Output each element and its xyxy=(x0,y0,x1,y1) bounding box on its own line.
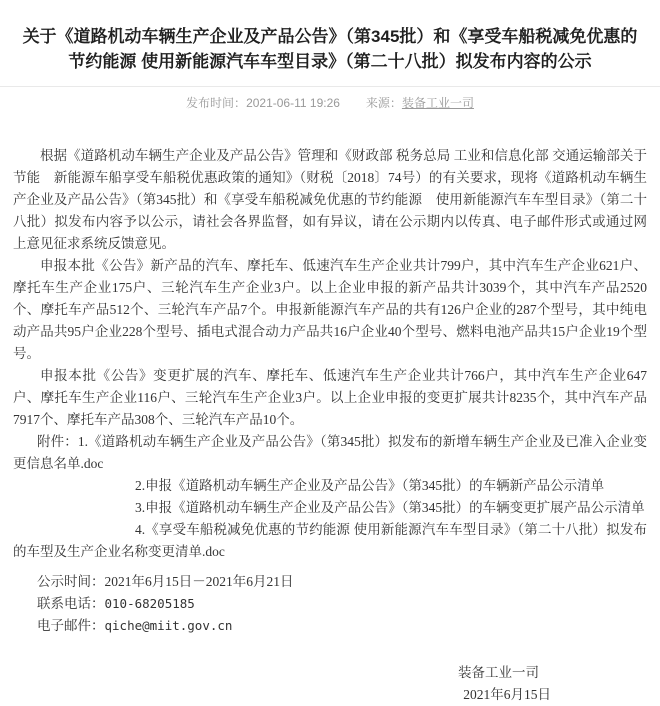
attachments-section xyxy=(13,431,647,563)
page-title xyxy=(0,11,660,74)
meta-bar xyxy=(0,95,660,112)
page-title-line-1: 关于《道路机动车辆生产企业及产品公告》（第345批）和《享受车船税减免优惠的 xyxy=(22,27,638,47)
publicity-period-label: 公示时间： xyxy=(37,573,105,589)
signature-date: 2021年6月15日 xyxy=(463,686,551,702)
contact-email-label: 电子邮件： xyxy=(37,617,105,633)
page-title-line-2: 节约能源 使用新能源汽车车型目录》（第二十八批）拟发布内容的公示 xyxy=(68,52,592,72)
attachment-item-3[interactable]: 3.申报《道路机动车辆生产企业及产品公告》（第345批）的车辆变更扩展产品公示清单 xyxy=(135,499,645,515)
article-body xyxy=(0,145,660,706)
contact-email-value: qiche@miit.gov.cn xyxy=(104,617,233,633)
paragraph-intro: 根据《道路机动车辆生产企业及产品公告》管理和《财政部 税务总局 工业和信息化部 交通运输部关于节能 新能源车船享受车船税优惠政策的通知》（财税〔2018〕74号）的有关要求，现将《道路机动车辆生产企业及产品公告》（第345批）和《享受车船税减免优惠的节约能源 使用新能源汽车车型目录》（第二十八批）拟发布内容予以公示，请社会各界监督，如有异议，请在公示期内以传真、电子邮件形式或通过网上意见征求系统反馈意见。 xyxy=(13,147,647,251)
publish-time-label: 发布时间： xyxy=(186,95,247,110)
attachment-line xyxy=(13,475,647,497)
source-label: 来源： xyxy=(365,95,402,110)
signature-department: 装备工业一司 xyxy=(458,664,539,680)
contact-phone-label: 联系电话： xyxy=(37,595,105,611)
contact-phone xyxy=(13,593,647,615)
title-divider xyxy=(0,86,660,87)
paragraph-changed-products: 申报本批《公告》变更扩展的汽车、摩托车、低速汽车生产企业共计766户，其中汽车生产企业647户、摩托车生产企业116户、三轮汽车生产企业3户。以上企业申报的变更扩展共计8235个，其中汽车产品7917个、摩托车产品308个、三轮汽车产品10个。 xyxy=(13,367,647,427)
publicity-period xyxy=(13,571,647,593)
source-link[interactable]: 装备工业一司 xyxy=(401,95,474,110)
contact-email xyxy=(13,615,647,637)
attachment-line xyxy=(13,497,647,519)
source-group xyxy=(366,96,474,110)
contact-section xyxy=(13,571,647,637)
attachment-item-1[interactable]: 1.《道路机动车辆生产企业及产品公告》（第345批）拟发布的新增车辆生产企业及已准入企业变更信息名单.doc xyxy=(13,433,648,471)
publish-time-value: 2021-06-11 19:26 xyxy=(246,95,340,110)
page-container xyxy=(0,11,660,702)
publicity-period-value: 2021年6月15日－2021年6月21日 xyxy=(104,573,294,589)
signature-block xyxy=(13,662,647,706)
attachments-label: 附件： xyxy=(37,433,78,449)
contact-phone-value: 010-68205185 xyxy=(104,595,195,611)
attachment-line xyxy=(13,431,647,475)
attachment-line xyxy=(13,519,647,563)
attachment-item-2[interactable]: 2.申报《道路机动车辆生产企业及产品公告》（第345批）的车辆新产品公示清单 xyxy=(135,477,605,493)
paragraph-new-products: 申报本批《公告》新产品的汽车、摩托车、低速汽车生产企业共计799户，其中汽车生产企业621户、摩托车生产企业175户、三轮汽车生产企业3户。以上企业申报的新产品共计3039个，其中汽车产品2520个、摩托车产品512个、三轮汽车产品7个。申报新能源汽车产品的共有126户企业的287个型号，其中纯电动产品共95户企业228个型号、插电式混合动力产品共16户企业40个型号、燃料电池产品共15户企业19个型号。 xyxy=(13,257,647,361)
attachment-item-4[interactable]: 4.《享受车船税减免优惠的节约能源 使用新能源汽车车型目录》（第二十八批）拟发布的车型及生产企业名称变更清单.doc xyxy=(13,521,647,559)
